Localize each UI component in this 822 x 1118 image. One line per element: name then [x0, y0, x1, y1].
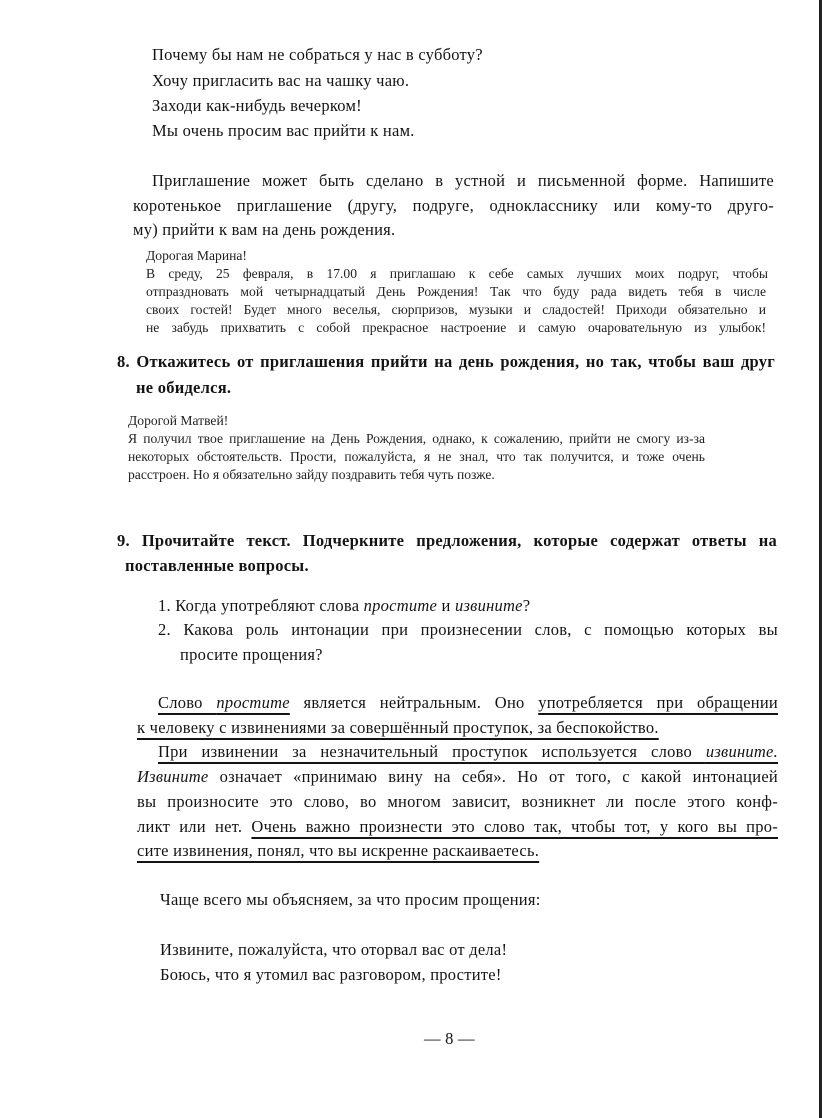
text-segment: и [437, 596, 455, 615]
italic-text: извините [454, 596, 523, 615]
reading-text-line [137, 718, 659, 738]
examples-invite-line [152, 121, 415, 141]
text-segment: не обиделся. [136, 378, 232, 397]
text-segment: означает «принимаю вину на себя». Но от того, с какой интонацией [208, 767, 778, 786]
underlined-text: простите [216, 693, 290, 712]
text-segment: В среду, 25 февраля, в 17.00 я приглашаю к себе самых лучших моих подруг, чтобы [146, 266, 768, 281]
text-segment: Боюсь, что я утомил вас разговором, простите! [160, 965, 502, 984]
text-segment: Я получил твое приглашение на День Рождения, однако, к сожалению, прийти не смогу из-за [128, 431, 705, 446]
letter-invite-line [146, 264, 768, 284]
letter-invite-line [146, 300, 766, 320]
text-segment: своих гостей! Будет много веселья, сюрпризов, музыки и сладостей! Приходи обязательно и [146, 302, 766, 317]
task9-line [117, 531, 777, 551]
examples-apology-line [160, 965, 502, 985]
task7-line [133, 220, 395, 240]
task7-line [133, 196, 774, 216]
underlined-text: извините. [705, 742, 778, 761]
italic-text: простите [363, 596, 438, 615]
text-segment: 9. Прочитайте текст. Подчеркните предложения, которые содержат ответы на [117, 531, 777, 550]
text-segment: просите прощения? [180, 645, 323, 664]
text-segment: му) прийти к вам на день рождения. [133, 220, 396, 239]
reading-text-line [137, 767, 778, 787]
underlined-text: к человеку с извинениями за совершённый проступок, за беспокойство. [137, 718, 659, 737]
underlined-text: При извинении за незначительный проступок используется слово [158, 742, 706, 761]
underlined-text: Очень важно произнести это слово так, чтобы тот, у кого вы про- [251, 817, 778, 836]
task7-line [152, 171, 774, 191]
text-segment: 8. Откажитесь от приглашения прийти на день рождения, но так, чтобы ваш друг [117, 352, 775, 371]
text-segment: 2. Какова роль интонации при произнесении слов, с помощью которых вы [158, 620, 778, 639]
letter-invite-line [146, 282, 766, 302]
text-segment: является нейтральным. Оно [289, 693, 539, 712]
letter-decline-line [128, 411, 228, 431]
text-segment: Чаще всего мы объясняем, за что просим прощения: [160, 890, 541, 909]
letter-invite-line [146, 246, 247, 266]
examples-invite-line [152, 45, 483, 65]
text-segment: Дорогая Марина! [146, 248, 247, 263]
reading-text-line [137, 792, 778, 812]
letter-decline-line [128, 465, 495, 485]
text-segment: ? [522, 596, 531, 615]
text-segment: отпраздновать мой четырнадцатый День Рождения! Так что буду рада видеть тебя в числе [146, 284, 766, 299]
text-segment: Почему бы нам не собраться у нас в субботу? [152, 45, 483, 64]
text-segment: некоторых обстоятельств. Прости, пожалуйста, я не знал, что так получится, и тоже очень [128, 449, 705, 464]
text-segment: вы произносите это слово, во многом зависит, возникнет ли после этого конф- [137, 792, 778, 811]
examples-apology-line [160, 890, 541, 910]
examples-invite-line [152, 71, 409, 91]
text-segment: Дорогой Матвей! [128, 413, 229, 428]
text-segment: Приглашение может быть сделано в устной и письменной форме. Напишите [152, 171, 774, 190]
task8-line [136, 378, 231, 398]
text-segment: поставленные вопросы. [125, 556, 309, 575]
text-segment: коротенькое приглашение (другу, подруге, однокласснику или кому-то друго- [133, 196, 774, 215]
italic-text: Извините [137, 767, 209, 786]
questions-line [158, 596, 530, 616]
examples-invite-line [152, 96, 362, 116]
examples-apology-line [160, 940, 507, 960]
reading-text-line [137, 841, 539, 861]
text-segment: Хочу пригласить вас на чашку чаю. [152, 71, 410, 90]
underlined-text: употребляется при обращении [538, 693, 778, 712]
text-segment: — 8 — [424, 1029, 475, 1048]
reading-text-line [158, 742, 778, 762]
questions-line [158, 620, 778, 640]
page-number-line [424, 1029, 475, 1049]
text-segment: расстроен. Но я обязательно зайду поздравить тебя чуть позже. [128, 467, 495, 482]
underlined-text: сите извинения, понял, что вы искренне раскаиваетесь. [137, 841, 540, 860]
questions-line [180, 645, 323, 665]
text-segment: ликт или нет. [137, 817, 252, 836]
letter-invite-line [146, 318, 766, 338]
text-segment: Мы очень просим вас прийти к нам. [152, 121, 415, 140]
text-segment: Заходи как-нибудь вечерком! [152, 96, 362, 115]
reading-text-line [137, 817, 778, 837]
underlined-text: Слово [158, 693, 217, 712]
reading-text-line [158, 693, 778, 713]
text-segment: 1. Когда употребляют слова [158, 596, 364, 615]
task8-line [117, 352, 775, 372]
letter-decline-line [128, 447, 705, 467]
text-segment: Извините, пожалуйста, что оторвал вас от дела! [160, 940, 508, 959]
task9-line [125, 556, 309, 576]
letter-decline-line [128, 429, 705, 449]
text-segment: не забудь прихватить с собой прекрасное настроение и самую очаровательную из улыбок! [146, 320, 766, 335]
